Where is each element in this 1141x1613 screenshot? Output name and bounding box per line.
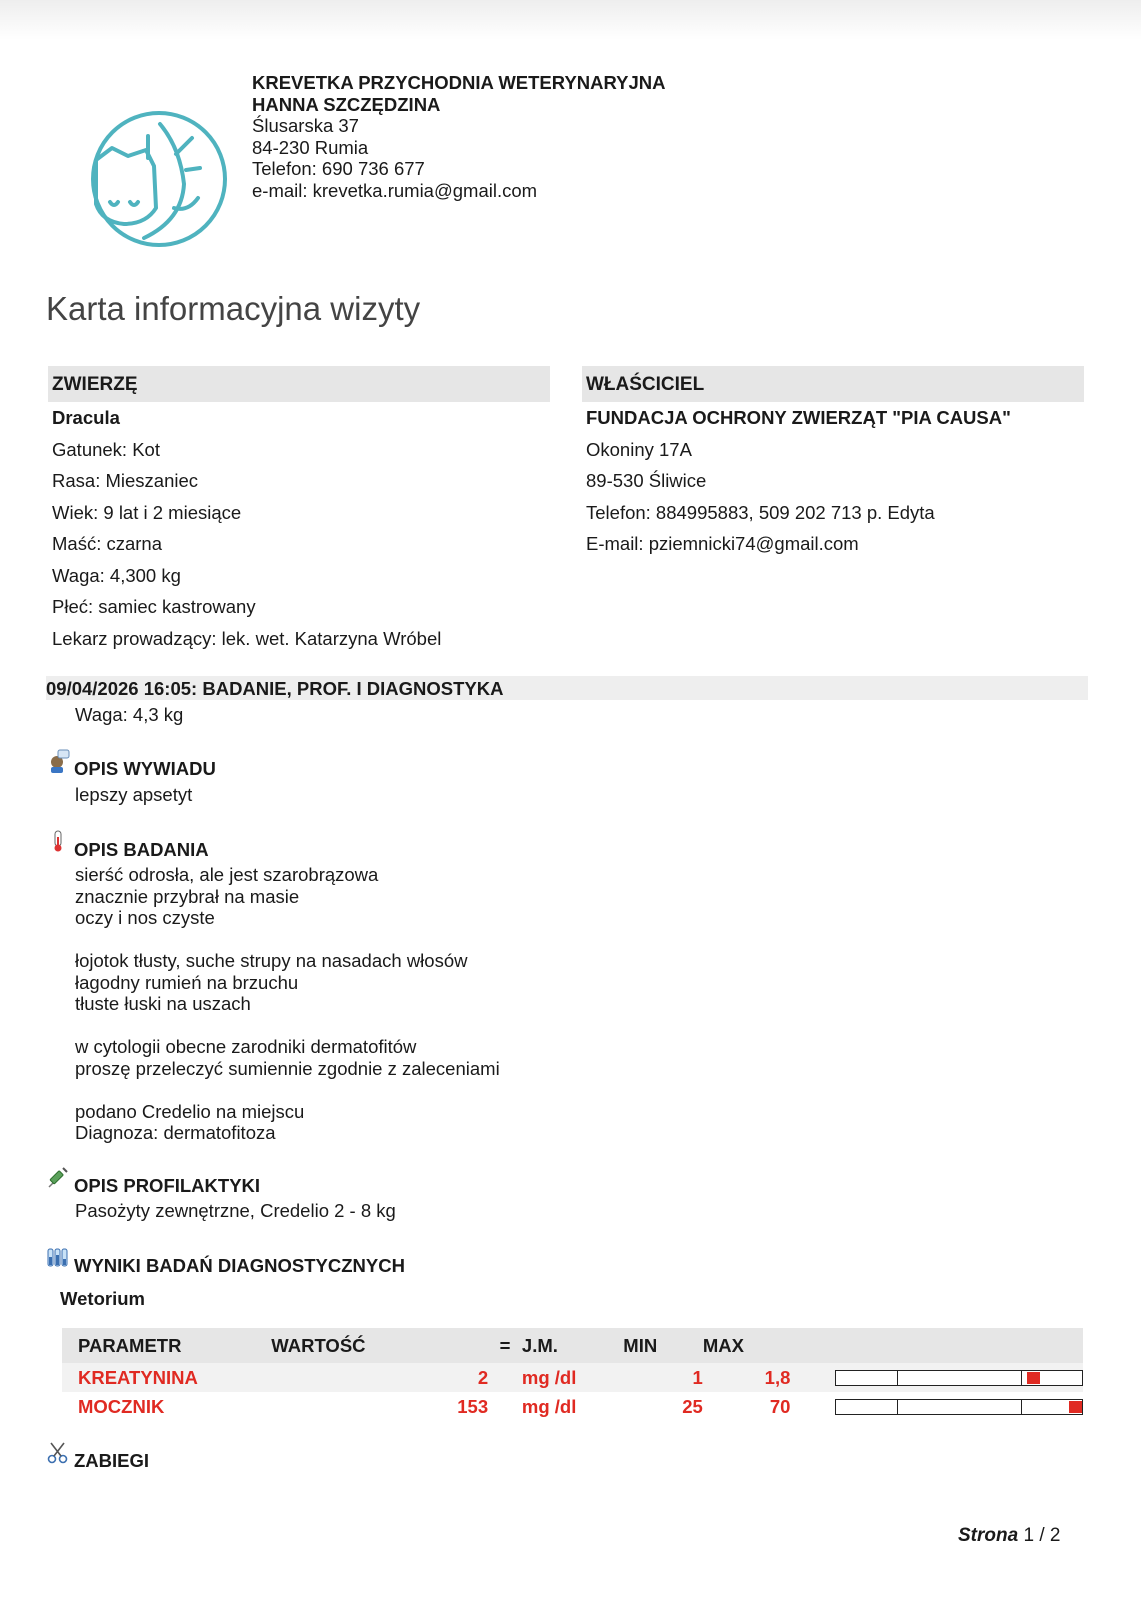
range-bar — [835, 1399, 1083, 1415]
row-param: KREATYNINA — [62, 1363, 271, 1392]
interview-section — [46, 756, 216, 782]
row-max: 1,8 — [703, 1363, 791, 1392]
row-param: MOCZNIK — [78, 1395, 165, 1417]
cat-logo-icon — [88, 108, 230, 250]
animal-breed: Rasa: Mieszaniec — [52, 470, 199, 491]
col-max: MAX — [703, 1328, 791, 1363]
col-value: WARTOŚĆ — [271, 1328, 488, 1363]
syringe-icon — [46, 1165, 70, 1191]
animal-species: Gatunek: Kot — [52, 438, 160, 460]
clinic-street: Ślusarska 37 — [252, 115, 359, 136]
procedures-section — [46, 1448, 149, 1474]
row-unit: mg /dl — [521, 1395, 577, 1417]
animal-weight: Waga: 4,300 kg — [52, 564, 181, 586]
row-min: 1 — [623, 1363, 703, 1392]
page-total: / 2 — [1039, 1525, 1061, 1546]
owner-header: WŁAŚCICIEL — [582, 366, 1084, 402]
range-marker — [1069, 1401, 1082, 1413]
clinic-city: 84-230 Rumia — [252, 136, 369, 158]
prophylaxis-section — [46, 1173, 260, 1199]
animal-name: Dracula — [52, 407, 120, 428]
interview-icon — [46, 748, 70, 774]
owner-email: E-mail: pziemnicki74@gmail.com — [586, 533, 859, 554]
range-bar — [835, 1370, 1083, 1386]
visit-header: 09/04/2026 16:05: BADANIE, PROF. I DIAGNOSTYKA — [46, 676, 1088, 700]
page-current: 1 — [1023, 1525, 1035, 1546]
document-title: Karta informacyjna wizyty — [46, 290, 421, 327]
row-value: 153 — [457, 1395, 489, 1417]
exam-section — [46, 837, 209, 863]
table-row — [62, 1363, 1083, 1392]
range-marker — [1027, 1372, 1040, 1384]
page-indicator — [958, 1525, 1060, 1547]
clinic-name: KREVETKA PRZYCHODNIA WETERYNARYJNA — [252, 72, 666, 93]
owner-city: 89-530 Śliwice — [586, 470, 707, 491]
clinic-header — [252, 72, 666, 201]
clinic-email: e-mail: krevetka.rumia@gmail.com — [252, 179, 538, 201]
thermometer-icon — [46, 829, 70, 855]
scissors-icon — [46, 1440, 70, 1466]
procedures-title: ZABIEGI — [74, 1450, 150, 1471]
visit-weight: Waga: 4,3 kg — [75, 704, 184, 725]
animal-doctor: Lekarz prowadzący: lek. wet. Katarzyna Wróbel — [52, 627, 442, 649]
results-table — [62, 1328, 1083, 1421]
clinic-phone: Telefon: 690 736 677 — [252, 158, 425, 179]
exam-title: OPIS BADANIA — [74, 839, 209, 860]
page-label: Strona — [958, 1525, 1019, 1546]
exam-text: sierść odrosła, ale jest szarobrązowa znacznie przybrał na masie oczy i nos czyste łojotok tłusty, suche strupy na nasadach włosów łagodny rumień na brzuchu tłuste łuski na uszach w cytologii obecne zarodniki dermatofitów proszę przeleczyć sumiennie zgodnie z zaleceniami podano Credelio na miejscu Diagnoza: dermatofitoza — [75, 864, 500, 1143]
owner-name: FUNDACJA OCHRONY ZWIERZĄT "PIA CAUSA" — [586, 407, 1011, 428]
row-unit: mg /dl — [522, 1363, 623, 1392]
col-unit: J.M. — [522, 1328, 623, 1363]
interview-title: OPIS WYWIADU — [74, 758, 216, 779]
animal-color: Maść: czarna — [52, 533, 163, 554]
col-param: PARAMETR — [62, 1328, 271, 1363]
clinic-owner-name: HANNA SZCZĘDZINA — [252, 93, 441, 115]
prophylaxis-title: OPIS PROFILAKTYKI — [74, 1175, 261, 1196]
results-header-row — [62, 1328, 1083, 1363]
col-min: MIN — [623, 1328, 703, 1363]
prophylaxis-text: Pasożyty zewnętrzne, Credelio 2 - 8 kg — [75, 1200, 396, 1221]
animal-age: Wiek: 9 lat i 2 miesiące — [52, 501, 242, 523]
owner-phone: Telefon: 884995883, 509 202 713 p. Edyta — [586, 501, 935, 523]
lab-name: Wetorium — [60, 1288, 145, 1309]
test-tubes-icon — [46, 1245, 70, 1271]
animal-header: ZWIERZĘ — [48, 366, 550, 402]
owner-box — [582, 366, 1084, 560]
row-max: 70 — [769, 1395, 791, 1417]
col-eq: = — [488, 1328, 522, 1363]
owner-street: Okoniny 17A — [586, 438, 692, 460]
table-row — [62, 1392, 1083, 1421]
animal-sex: Płeć: samiec kastrowany — [52, 596, 256, 617]
top-edge-shadow — [0, 0, 1141, 40]
row-min: 25 — [682, 1395, 703, 1417]
interview-text: lepszy apsetyt — [75, 784, 193, 805]
diagnostics-section — [46, 1253, 405, 1279]
animal-box — [48, 366, 550, 654]
row-value: 2 — [271, 1363, 488, 1392]
diagnostics-title: WYNIKI BADAŃ DIAGNOSTYCZNYCH — [74, 1255, 405, 1276]
